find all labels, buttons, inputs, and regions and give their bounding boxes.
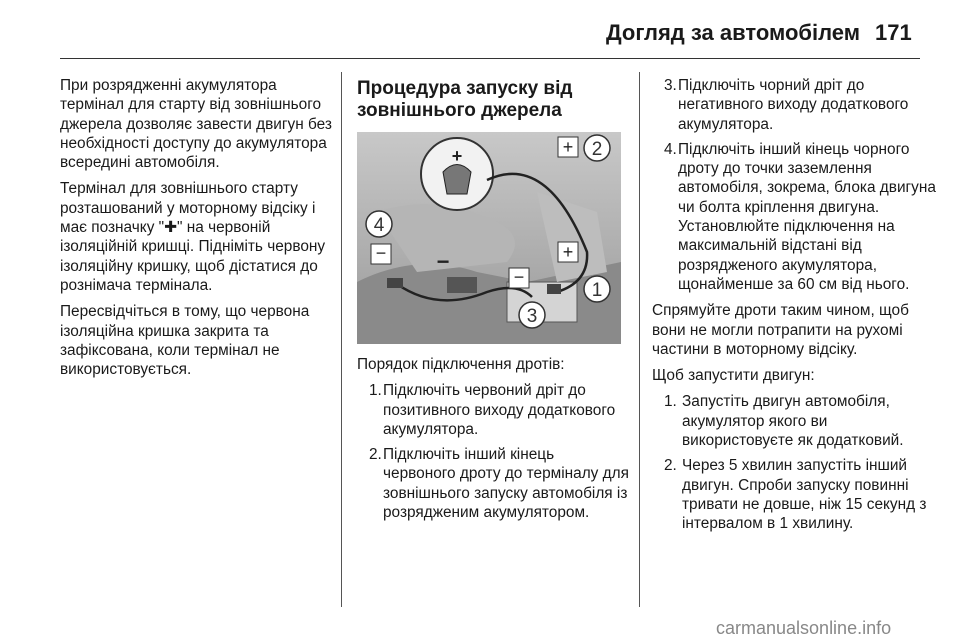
column-left xyxy=(60,76,332,386)
steps-list xyxy=(357,381,629,522)
column-divider-left xyxy=(341,72,342,607)
callout-label: 2 xyxy=(591,139,603,160)
list-number: 2. xyxy=(664,457,677,475)
list-number: 1. xyxy=(369,382,382,400)
clamp-icon xyxy=(547,284,561,294)
svg-text:−: − xyxy=(513,267,525,287)
svg-text:+: + xyxy=(451,146,463,166)
clamp-icon xyxy=(447,277,477,293)
column-divider-right xyxy=(639,72,640,607)
svg-text:−: − xyxy=(436,249,450,274)
list-item xyxy=(652,456,937,533)
list-number: 3. xyxy=(664,77,677,94)
paragraph: Щоб запустити двигун: xyxy=(652,367,815,385)
callout-label: 4 xyxy=(373,215,385,236)
paragraph: Пересвідчіться в тому, що червона ізоляційна кришка закрита та зафіксована, коли термінал не використовується. xyxy=(60,303,310,379)
page-number: 171 xyxy=(875,20,912,45)
clamp-icon xyxy=(387,278,403,288)
paragraph: Спрямуйте дроти таким чином, щоб вони не могли потрапити на рухомі частини в моторному відсіку. xyxy=(652,302,909,358)
steps-list xyxy=(652,76,937,294)
list-text: Через 5 хвилин запустіть інший двигун. Спроби запуску повинні тривати не довше, ніж 15 секунд з інтервалом в 1 хвилину. xyxy=(682,457,927,533)
jump-start-illustration xyxy=(357,132,621,344)
list-item xyxy=(357,381,629,439)
paragraph: При розрядженні акумулятора термінал для старту від зовнішнього джерела дозволяє завести двигун без необхідності доступу до акумулятора всередині автомобіля. xyxy=(60,77,332,172)
list-text: Підключіть інший кінець чорного дроту до точки заземлення автомобіля, зокрема, блока двигуна чи болта кріплення двигуна. Установлюйте підключення на максимальній відстані від розрядженого акумулятора, щонайменше за 60 см від нього. xyxy=(678,140,936,293)
list-item xyxy=(357,445,629,522)
list-number: 1. xyxy=(664,393,677,411)
list-number: 2. xyxy=(369,446,382,464)
list-text: Запустіть двигун автомобіля, акумулятор якого ви використовуєте як додатковий. xyxy=(682,393,904,450)
paragraph: Термінал для зовнішнього старту розташований у моторному відсіку і має позначку "✚" на червоній ізоляційній кришці. Підніміть червону ізоляційну кришку, щоб дістатися до рознімача термінала. xyxy=(60,180,326,294)
callout-label: 3 xyxy=(526,306,538,327)
column-right xyxy=(652,76,937,541)
header-divider xyxy=(60,58,920,59)
list-number: 4. xyxy=(664,140,677,158)
svg-text:+: + xyxy=(562,137,574,157)
list-intro: Порядок підключення дротів: xyxy=(357,356,565,373)
list-text: Підключіть червоний дріт до позитивного виходу додаткового акумулятора. xyxy=(383,382,616,438)
callout-label: 1 xyxy=(591,280,603,301)
section-title: Процедура запуску від зовнішнього джерела xyxy=(357,78,573,121)
steps-list xyxy=(652,392,937,533)
page-header-title: Догляд за автомобілем xyxy=(605,20,860,45)
column-middle xyxy=(357,76,629,529)
list-item xyxy=(652,140,937,294)
list-text: Підключіть чорний дріт до негативного виходу додаткового акумулятора. xyxy=(678,77,909,133)
list-item xyxy=(652,76,937,134)
list-text: Підключіть інший кінець червоного дроту до терміналу для зовнішнього запуску автомобіля із розрядженим акумулятором. xyxy=(383,446,629,522)
svg-text:+: + xyxy=(562,242,574,262)
terminal-cap-icon xyxy=(443,165,471,195)
svg-text:−: − xyxy=(375,243,387,263)
watermark: carmanualsonline.info xyxy=(716,618,892,638)
list-item xyxy=(652,392,937,450)
